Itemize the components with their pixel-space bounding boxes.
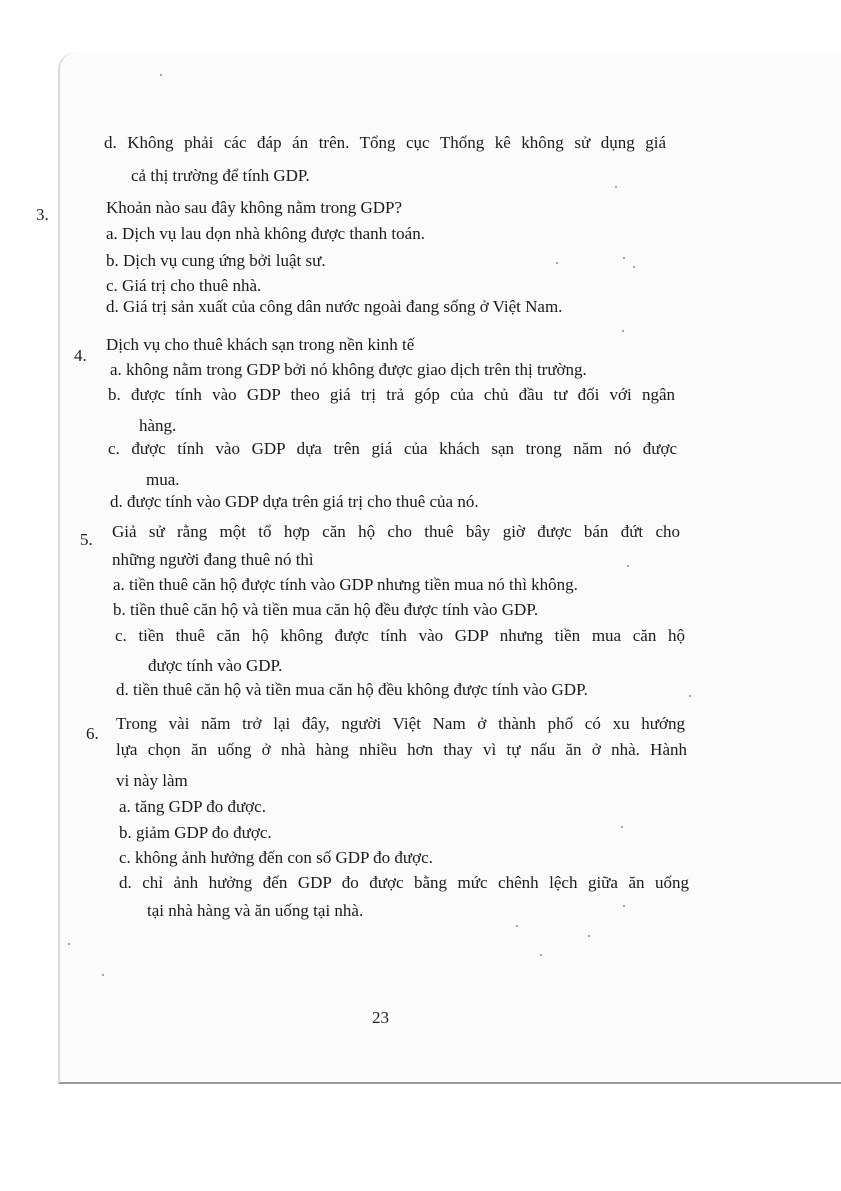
scan-speck — [623, 257, 625, 259]
scan-speck — [621, 826, 623, 828]
scan-speck — [622, 330, 624, 332]
q5-option-c-line1: c. tiền thuê căn hộ không được tính vào GDP nhưng tiền mua căn hộ — [115, 626, 685, 645]
scan-speck — [627, 565, 629, 567]
q3-option-a: a. Dịch vụ lau dọn nhà không được thanh toán. — [106, 224, 425, 243]
scan-speck — [160, 74, 162, 76]
q6-stem-line1: Trong vài năm trở lại đây, người Việt Nam ở thành phố có xu hướng — [116, 714, 685, 733]
q4-number: 4. — [74, 346, 87, 365]
q6-option-b: b. giảm GDP đo được. — [119, 823, 272, 842]
q4-option-c-line1: c. được tính vào GDP dựa trên giá của khách sạn trong năm nó được — [108, 439, 677, 458]
q3-number: 3. — [36, 205, 49, 224]
q4-option-d: d. được tính vào GDP dựa trên giá trị cho thuê của nó. — [110, 492, 479, 511]
q6-option-c: c. không ảnh hưởng đến con số GDP đo được. — [119, 848, 433, 867]
q6-number: 6. — [86, 724, 99, 743]
q5-option-c-line2: được tính vào GDP. — [148, 656, 283, 675]
scan-speck — [516, 925, 518, 927]
q4-option-c-line2: mua. — [146, 470, 180, 489]
q2-option-d-line2: cả thị trường để tính GDP. — [131, 166, 310, 185]
q6-option-d-line1: d. chỉ ảnh hưởng đến GDP đo được bằng mức chênh lệch giữa ăn uống — [119, 873, 689, 892]
q4-stem: Dịch vụ cho thuê khách sạn trong nền kinh tế — [106, 335, 415, 354]
scan-speck — [633, 266, 635, 268]
q5-stem-line2: những người đang thuê nó thì — [112, 550, 314, 569]
scan-speck — [68, 943, 70, 945]
q2-option-d-line1: d. Không phải các đáp án trên. Tổng cục Thống kê không sử dụng giá — [104, 133, 666, 152]
q4-option-b-line2: hàng. — [139, 416, 177, 435]
page-number: 23 — [372, 1008, 389, 1027]
scan-speck — [615, 186, 617, 188]
q5-option-b: b. tiền thuê căn hộ và tiền mua căn hộ đều được tính vào GDP. — [113, 600, 539, 619]
q3-option-d: d. Giá trị sản xuất của công dân nước ngoài đang sống ở Việt Nam. — [106, 297, 563, 316]
q6-option-d-line2: tại nhà hàng và ăn uống tại nhà. — [147, 901, 364, 920]
q4-option-b-line1: b. được tính vào GDP theo giá trị trả góp của chủ đầu tư đối với ngân — [108, 385, 675, 404]
q3-option-b: b. Dịch vụ cung ứng bởi luật sư. — [106, 251, 326, 270]
scan-speck — [588, 935, 590, 937]
q5-number: 5. — [80, 530, 93, 549]
q6-stem-line2: lựa chọn ăn uống ở nhà hàng nhiều hơn thay vì tự nấu ăn ở nhà. Hành — [116, 740, 687, 759]
q5-stem-line1: Giả sử rằng một tổ hợp căn hộ cho thuê bây giờ được bán đứt cho — [112, 522, 680, 541]
q3-stem: Khoản nào sau đây không nằm trong GDP? — [106, 198, 403, 217]
q5-option-a: a. tiền thuê căn hộ được tính vào GDP nhưng tiền mua nó thì không. — [113, 575, 578, 594]
scan-speck — [540, 954, 542, 956]
scan-speck — [623, 905, 625, 907]
scan-speck — [556, 262, 558, 264]
q6-stem-line3: vi này làm — [116, 771, 188, 790]
q6-option-a: a. tăng GDP đo được. — [119, 797, 266, 816]
q4-option-a: a. không nằm trong GDP bởi nó không được giao dịch trên thị trường. — [110, 360, 587, 379]
scan-speck — [102, 974, 104, 976]
scan-speck — [689, 695, 691, 697]
q5-option-d: d. tiền thuê căn hộ và tiền mua căn hộ đều không được tính vào GDP. — [116, 680, 588, 699]
q3-option-c: c. Giá trị cho thuê nhà. — [106, 276, 262, 295]
